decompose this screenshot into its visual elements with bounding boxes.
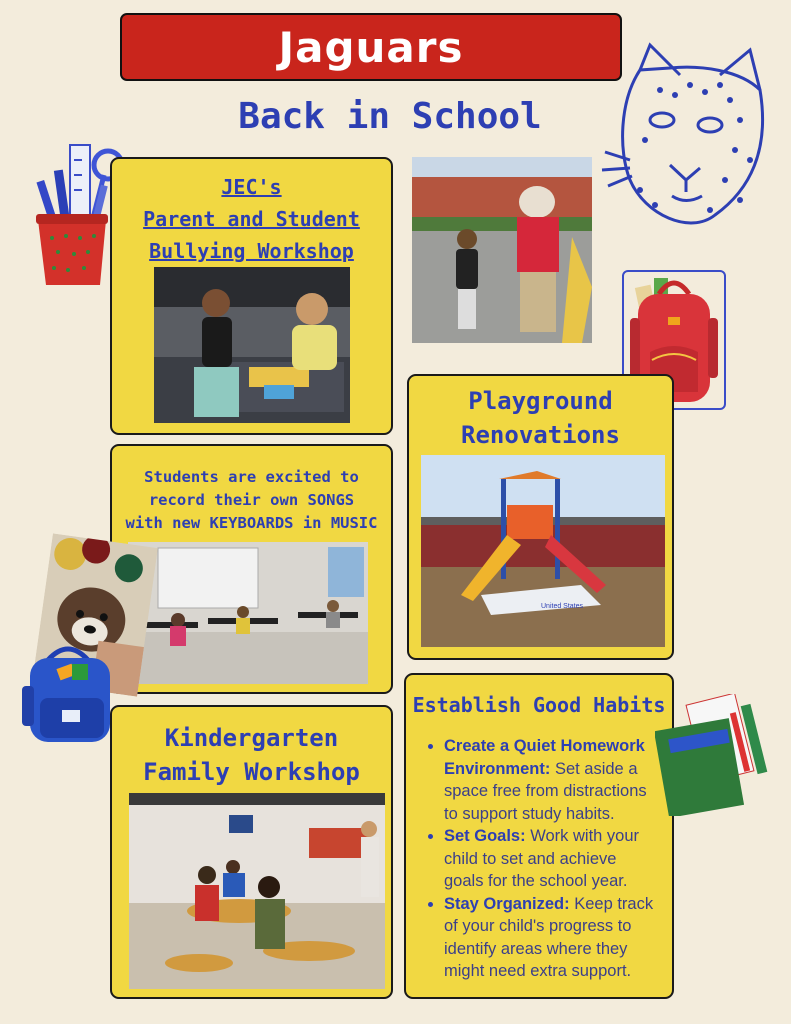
kindergarten-title	[112, 721, 391, 789]
music-room-photo	[128, 542, 368, 684]
kindergarten-card	[110, 705, 393, 999]
habit-label: Set Goals:	[444, 827, 526, 845]
bullying-title-line3: Bullying Workshop	[149, 239, 354, 263]
playground-photo	[421, 455, 665, 647]
habit-text: Set aside a space free from distractions to support study habits.	[444, 759, 647, 823]
bullying-workshop-title	[112, 171, 391, 267]
mascot-photo	[412, 157, 592, 343]
kindergarten-title-line1: Kindergarten	[164, 724, 339, 752]
music-title-line1: Students are excited to	[144, 468, 359, 486]
playground-card	[407, 374, 674, 660]
books-icon	[655, 694, 783, 816]
banner-title: Jaguars	[278, 22, 464, 72]
bullying-title-line1: JEC's	[221, 175, 282, 199]
music-title-line3: with new KEYBOARDS in MUSIC	[125, 514, 378, 532]
music-title-line2: record their own SONGS	[148, 491, 355, 509]
bullying-workshop-photo	[154, 267, 350, 423]
playground-title-line1: Playground	[468, 387, 613, 415]
title-banner	[120, 13, 622, 81]
bullying-title-line2: Parent and Student	[143, 207, 360, 231]
playground-title-line2: Renovations	[461, 421, 620, 449]
playground-title	[409, 384, 672, 452]
habit-item	[444, 735, 660, 825]
habit-item	[444, 825, 660, 893]
habit-label: Stay Organized:	[444, 894, 570, 913]
habit-item	[444, 893, 660, 983]
good-habits-list	[426, 735, 660, 983]
good-habits-card	[404, 673, 674, 999]
habit-text: Work with your child to set and achieve goals for the school year.	[444, 827, 640, 890]
good-habits-title: Establish Good Habits	[412, 693, 666, 717]
habit-label: Create a Quiet Homework Environment:	[444, 737, 645, 778]
kindergarten-title-line2: Family Workshop	[143, 758, 360, 786]
music-title	[112, 466, 391, 535]
page-subtitle: Back in School	[238, 96, 542, 137]
plane-label: United States	[541, 603, 584, 610]
habit-text: Keep track of your child's progress to identify areas where they might need extra support.	[444, 894, 654, 980]
jaguar-head-icon	[600, 40, 780, 240]
bullying-workshop-card	[110, 157, 393, 435]
kindergarten-photo	[129, 793, 385, 989]
blue-backpack-icon	[18, 640, 122, 746]
